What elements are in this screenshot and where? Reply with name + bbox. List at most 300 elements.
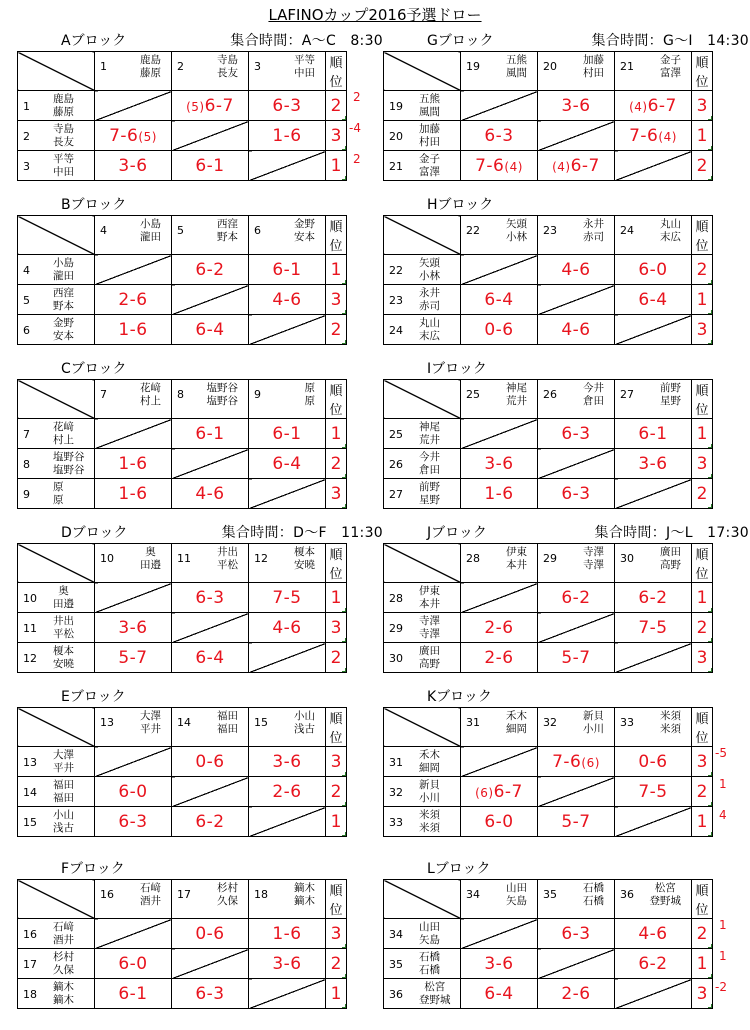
pair-number: 26 [389, 458, 403, 471]
player-name: 村田 [583, 67, 604, 79]
player-name: 安本 [294, 231, 315, 243]
cell-marker [708, 504, 712, 508]
tiebreak-score: (5) [186, 99, 205, 114]
pair-row-header [18, 613, 95, 643]
player-name: 荒井 [419, 434, 440, 446]
player-name: 禾木 [506, 710, 527, 722]
rank-header: 順位 [326, 880, 347, 919]
set-score: 6-2 [561, 587, 591, 608]
block-name: Dブロック [61, 525, 128, 541]
pair-row-header [384, 419, 461, 449]
pair-names [217, 882, 238, 908]
pair-row-header [18, 777, 95, 807]
block-header [383, 856, 743, 876]
player-name: 榎本 [294, 546, 315, 558]
result-row [384, 121, 713, 151]
result-row [384, 583, 713, 613]
rank-cell: 2 [692, 479, 713, 509]
result-row [384, 91, 713, 121]
player-name: 丸山 [660, 218, 681, 230]
match-score [461, 613, 538, 643]
player-name: 寺澤 [419, 628, 440, 640]
pair-names [53, 951, 74, 977]
gather-time: 集合時間：A〜C 8:30 [230, 33, 383, 49]
player-name: 瀧田 [140, 231, 161, 243]
match-score [538, 419, 615, 449]
set-score: 0-6 [638, 751, 668, 772]
rank-cell: 1 [326, 255, 347, 285]
pair-names [140, 882, 161, 908]
pair-names [53, 257, 74, 283]
pair-names [53, 615, 74, 641]
pair-number: 16 [23, 928, 37, 941]
pair-number: 34 [466, 888, 480, 901]
block-name: Fブロック [61, 861, 125, 877]
round-robin-table [17, 707, 347, 837]
rank-header: 順位 [326, 708, 347, 747]
pair-number: 23 [543, 224, 557, 237]
pair-number: 11 [23, 622, 37, 635]
player-name: 野本 [53, 300, 74, 312]
rank-cell: 3 [326, 285, 347, 315]
pair-number: 8 [23, 458, 30, 471]
pair-header-cell [538, 216, 615, 255]
player-name: 五熊 [506, 54, 527, 66]
round-robin-table [383, 215, 713, 345]
player-name: 今井 [419, 451, 440, 463]
player-name: 加藤 [583, 54, 604, 66]
pair-header-cell [615, 380, 692, 419]
pair-number: 6 [254, 224, 261, 237]
player-name: 福田 [217, 710, 238, 722]
cell-marker [708, 974, 712, 978]
player-name: 本井 [419, 598, 440, 610]
diagonal-cell [95, 583, 172, 613]
pair-row-header [384, 979, 461, 1009]
set-score: 6-3 [272, 95, 302, 116]
diagonal-cell [249, 151, 326, 181]
pair-row-header [18, 285, 95, 315]
player-name: 米須 [419, 822, 440, 834]
block-name: Bブロック [61, 197, 127, 213]
match-score [95, 449, 172, 479]
match-score [172, 479, 249, 509]
player-name: 赤司 [419, 300, 440, 312]
pair-number: 27 [389, 488, 403, 501]
match-score [538, 583, 615, 613]
pair-names [140, 54, 161, 80]
pair-header-cell [95, 52, 172, 91]
corner-cell [384, 708, 461, 747]
player-name: 塩野谷 [206, 395, 238, 407]
player-name: 高野 [419, 658, 440, 670]
player-name: 松宮 [654, 882, 676, 894]
set-score: 1-6 [118, 483, 148, 504]
match-score [615, 255, 692, 285]
diagonal-cell [249, 643, 326, 673]
set-score: 6-3 [195, 587, 225, 608]
diagonal-cell [538, 613, 615, 643]
pair-row-header [384, 315, 461, 345]
player-name: 小川 [419, 792, 440, 804]
diagonal-cell [172, 449, 249, 479]
round-robin-table [383, 379, 713, 509]
pair-names [53, 645, 74, 671]
match-score [538, 151, 615, 181]
rank-header: 順位 [326, 544, 347, 583]
round-robin-table [17, 379, 347, 509]
pair-names [660, 54, 681, 80]
result-row [18, 613, 347, 643]
set-score: 1-6 [484, 483, 514, 504]
pair-row-header [18, 121, 95, 151]
set-score: 3-6 [272, 953, 302, 974]
block-header [17, 856, 377, 876]
set-score: 2-6 [118, 289, 148, 310]
player-name: 風間 [419, 106, 440, 118]
player-name: 平井 [140, 723, 161, 735]
pair-number: 20 [389, 130, 403, 143]
pair-row-header [18, 807, 95, 837]
pair-names [419, 585, 440, 611]
result-row [18, 285, 347, 315]
pair-names [583, 54, 604, 80]
pair-header-cell [249, 544, 326, 583]
diagonal-cell [249, 479, 326, 509]
tiebreak-score: (4) [629, 99, 648, 114]
result-row [384, 315, 713, 345]
set-score: 6-4 [484, 983, 514, 1004]
rank-cell: 3 [326, 919, 347, 949]
result-row [384, 449, 713, 479]
player-name: 平等 [294, 54, 315, 66]
pair-row-header [384, 777, 461, 807]
pair-names [506, 54, 527, 80]
pair-number: 18 [23, 988, 37, 1001]
rank-header: 順位 [692, 52, 713, 91]
pair-header-cell [538, 52, 615, 91]
cell-marker [342, 310, 346, 314]
pair-number: 26 [543, 388, 557, 401]
pair-number: 19 [389, 100, 403, 113]
round-robin-table [383, 707, 713, 837]
player-name: 廣田 [660, 546, 681, 558]
result-row [18, 777, 347, 807]
diagonal-cell [461, 419, 538, 449]
block-header [383, 192, 743, 212]
player-name: 鏑木 [294, 895, 315, 907]
match-score [461, 449, 538, 479]
cell-marker [342, 176, 346, 180]
cell-marker [708, 832, 712, 836]
set-score: 6-2 [638, 953, 668, 974]
set-score: 4-6 [561, 259, 591, 280]
player-name: 石橋 [583, 895, 604, 907]
player-name: 前野 [419, 481, 440, 493]
player-name: 鏑木 [53, 981, 74, 993]
pair-names [419, 451, 440, 477]
diagonal-cell [615, 979, 692, 1009]
rank-header: 順位 [692, 380, 713, 419]
point-diff-note: 1 [719, 777, 727, 791]
match-score [538, 643, 615, 673]
result-row [18, 919, 347, 949]
header-row [18, 52, 347, 91]
cell-marker [708, 668, 712, 672]
pair-number: 1 [23, 100, 30, 113]
pair-number: 15 [254, 716, 268, 729]
rank-cell: 3 [692, 91, 713, 121]
cell-marker [708, 474, 712, 478]
corner-cell [18, 708, 95, 747]
tiebreak-score: (5) [138, 129, 157, 144]
player-name: 石﨑 [140, 882, 161, 894]
pair-row-header [384, 583, 461, 613]
diagonal-cell [95, 747, 172, 777]
player-name: 星野 [660, 395, 681, 407]
pair-number: 7 [23, 428, 30, 441]
corner-cell [18, 380, 95, 419]
match-score [615, 419, 692, 449]
pair-names [660, 382, 681, 408]
pair-header-cell [538, 880, 615, 919]
pair-header-cell [249, 880, 326, 919]
player-name: 金子 [419, 153, 440, 165]
player-name: 金野 [294, 218, 315, 230]
player-name: 安曉 [294, 559, 315, 571]
pair-names [419, 421, 440, 447]
set-score: 4-6 [561, 319, 591, 340]
player-name: 平井 [53, 762, 74, 774]
round-robin-table [383, 879, 713, 1009]
pair-names [419, 809, 440, 835]
set-score: 3-6 [272, 751, 302, 772]
pair-number: 21 [620, 60, 634, 73]
player-name: 久保 [217, 895, 238, 907]
player-name: 田邉 [53, 598, 74, 610]
rank-cell: 3 [326, 479, 347, 509]
player-name: 瀧田 [53, 270, 74, 282]
match-score [538, 747, 615, 777]
pair-number: 28 [466, 552, 480, 565]
rank-header: 順位 [692, 216, 713, 255]
player-name: 山田 [419, 921, 440, 933]
rank-cell: 2 [692, 777, 713, 807]
match-score [172, 419, 249, 449]
match-score [249, 285, 326, 315]
player-name: 塩野谷 [53, 464, 85, 476]
diagonal-cell [172, 613, 249, 643]
pair-row-header [384, 613, 461, 643]
pair-row-header [18, 747, 95, 777]
set-score: 0-6 [484, 319, 514, 340]
player-name: 酒井 [140, 895, 161, 907]
player-name: 登野城 [419, 994, 451, 1006]
pair-number: 5 [23, 294, 30, 307]
pair-header-cell [615, 544, 692, 583]
pair-row-header [18, 643, 95, 673]
block-header [17, 520, 383, 541]
match-score [249, 419, 326, 449]
player-name: 野本 [217, 231, 238, 243]
corner-cell [18, 880, 95, 919]
result-row [384, 151, 713, 181]
corner-cell [384, 216, 461, 255]
pair-names [140, 382, 161, 408]
block-name: Aブロック [61, 33, 127, 49]
result-row [18, 315, 347, 345]
tiebreak-score: (6) [475, 785, 494, 800]
block-header [383, 520, 749, 541]
pair-names [217, 54, 238, 80]
match-score [172, 979, 249, 1009]
pair-names [140, 218, 161, 244]
set-score: 6-4 [195, 319, 225, 340]
match-score [461, 315, 538, 345]
block-header [383, 28, 749, 49]
set-score: 1-6 [118, 319, 148, 340]
result-row [18, 449, 347, 479]
pair-number: 10 [23, 592, 37, 605]
player-name: 矢島 [419, 934, 440, 946]
player-name: 福田 [53, 779, 74, 791]
rank-cell: 3 [326, 613, 347, 643]
set-score: 6-1 [118, 983, 148, 1004]
pair-names [419, 981, 451, 1007]
pair-header-cell [95, 544, 172, 583]
set-score: 4-6 [272, 289, 302, 310]
player-name: 禾木 [419, 749, 440, 761]
player-name: 金子 [660, 54, 681, 66]
set-score: 6-3 [561, 923, 591, 944]
match-score [461, 643, 538, 673]
rank-cell: 2 [326, 777, 347, 807]
match-score [95, 777, 172, 807]
player-name: 高野 [660, 559, 681, 571]
pair-number: 23 [389, 294, 403, 307]
diagonal-cell [172, 777, 249, 807]
pair-row-header [18, 479, 95, 509]
pair-names [506, 710, 527, 736]
match-score [461, 979, 538, 1009]
result-row [18, 91, 347, 121]
diagonal-cell [461, 91, 538, 121]
result-row [384, 777, 713, 807]
diagonal-cell [172, 949, 249, 979]
corner-cell [18, 544, 95, 583]
player-name: 藤原 [53, 106, 74, 118]
round-robin-table [17, 51, 347, 181]
pair-number: 16 [100, 888, 114, 901]
match-score [95, 979, 172, 1009]
pair-row-header [384, 747, 461, 777]
pair-row-header [384, 121, 461, 151]
player-name: 安本 [53, 330, 74, 342]
set-score: 7-6 [475, 155, 505, 176]
set-score: 6-0 [484, 811, 514, 832]
pair-header-cell [461, 880, 538, 919]
set-score: 6-1 [195, 423, 225, 444]
pair-number: 33 [389, 816, 403, 829]
player-name: 永井 [419, 287, 440, 299]
set-score: 6-4 [484, 289, 514, 310]
pair-names [53, 451, 85, 477]
set-score: 6-4 [638, 289, 668, 310]
rank-cell: 3 [326, 121, 347, 151]
pair-header-cell [461, 380, 538, 419]
diagonal-cell [615, 315, 692, 345]
point-diff-note: 1 [719, 949, 727, 963]
player-name: 鏑木 [53, 994, 74, 1006]
player-name: 原 [304, 395, 315, 407]
diagonal-cell [615, 807, 692, 837]
match-score [95, 121, 172, 151]
player-name: 富澤 [419, 166, 440, 178]
pair-row-header [18, 449, 95, 479]
pair-row-header [18, 919, 95, 949]
pair-names [53, 585, 74, 611]
cell-marker [708, 340, 712, 344]
pair-header-cell [172, 880, 249, 919]
diagonal-cell [461, 583, 538, 613]
result-row [384, 479, 713, 509]
pair-names [53, 93, 74, 119]
point-diff-note: -2 [715, 980, 727, 994]
player-name: 登野城 [649, 895, 681, 907]
pair-number: 36 [620, 888, 634, 901]
cell-marker [708, 310, 712, 314]
player-name: 矢頭 [419, 257, 440, 269]
player-name: 石橋 [583, 882, 604, 894]
rank-cell: 2 [326, 91, 347, 121]
player-name: 原 [53, 481, 64, 493]
player-name: 細岡 [419, 762, 440, 774]
match-score [249, 777, 326, 807]
result-row [18, 419, 347, 449]
player-name: 福田 [217, 723, 238, 735]
player-name: 赤司 [583, 231, 604, 243]
pair-row-header [384, 449, 461, 479]
diagonal-cell [538, 777, 615, 807]
rank-cell: 3 [692, 747, 713, 777]
pair-number: 32 [389, 786, 403, 799]
player-name: 平松 [217, 559, 238, 571]
result-row [384, 285, 713, 315]
block-name: Gブロック [427, 33, 494, 49]
player-name: 大澤 [53, 749, 74, 761]
player-name: 神尾 [419, 421, 440, 433]
diagonal-cell [615, 151, 692, 181]
tiebreak-score: (4) [504, 159, 523, 174]
player-name: 西窪 [217, 218, 238, 230]
diagonal-cell [95, 419, 172, 449]
pair-names [294, 882, 315, 908]
diagonal-cell [615, 479, 692, 509]
pair-header-cell [615, 880, 692, 919]
rank-cell: 3 [692, 449, 713, 479]
match-score [615, 91, 692, 121]
rank-cell: 2 [326, 643, 347, 673]
pair-header-cell [461, 544, 538, 583]
pair-number: 25 [389, 428, 403, 441]
match-score [461, 949, 538, 979]
set-score: 3-6 [484, 453, 514, 474]
set-score: 3-6 [118, 155, 148, 176]
block-header [383, 356, 743, 376]
match-score [249, 255, 326, 285]
pair-names [660, 218, 681, 244]
pair-number: 8 [177, 388, 184, 401]
